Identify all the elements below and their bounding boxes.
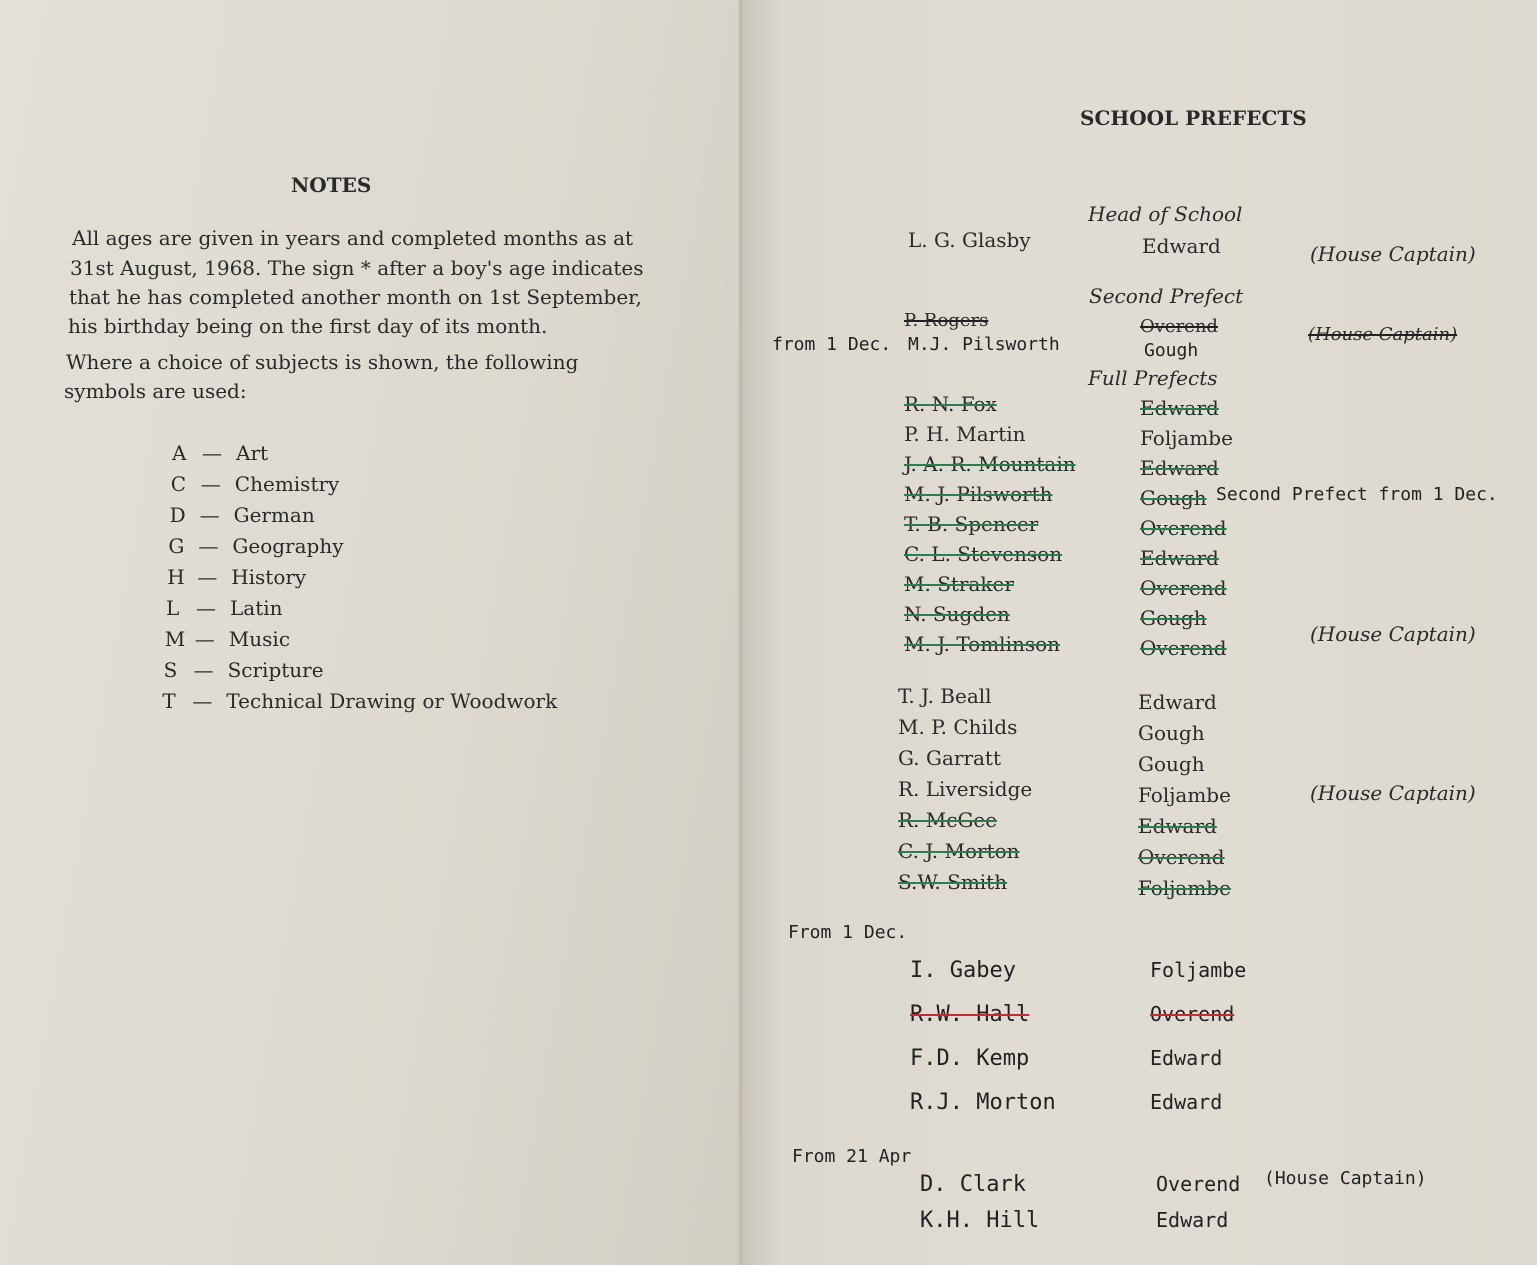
prefect-house: Edward bbox=[1140, 456, 1219, 480]
prefect-house: Edward bbox=[1138, 814, 1217, 838]
prefect-name: T. J. Beall bbox=[898, 684, 992, 708]
handwritten-name: R.J. Morton bbox=[910, 1090, 1056, 1115]
prefect-note: (House Captain) bbox=[1310, 622, 1476, 646]
symbol-dash: — bbox=[193, 658, 214, 682]
symbol-subject: Scripture bbox=[227, 658, 324, 682]
second-prefect-heading: Second Prefect bbox=[1089, 284, 1244, 308]
head-house: Edward bbox=[1142, 234, 1221, 258]
prefect-note: (House Captain) bbox=[1310, 781, 1476, 805]
handwritten-name: I. Gabey bbox=[910, 958, 1016, 983]
handwritten-note: (House Captain) bbox=[1264, 1168, 1427, 1189]
notes-page bbox=[0, 0, 760, 1265]
prefect-house: Gough bbox=[1138, 752, 1205, 776]
handwritten-name: F.D. Kemp bbox=[910, 1046, 1030, 1071]
prefect-house: Edward bbox=[1140, 546, 1219, 570]
symbol-letter: M bbox=[164, 627, 186, 651]
handwritten-apr-heading: From 21 Apr bbox=[792, 1146, 912, 1167]
symbol-subject: Music bbox=[228, 627, 291, 651]
prefect-name: C. L. Stevenson bbox=[904, 542, 1063, 566]
prefect-house: Foljambe bbox=[1138, 876, 1231, 900]
symbol-dash: — bbox=[202, 441, 222, 465]
symbol-dash: — bbox=[199, 503, 220, 527]
prefect-name: M. P. Childs bbox=[898, 715, 1018, 739]
symbol-letter: H bbox=[167, 565, 185, 589]
symbol-subject: German bbox=[233, 503, 315, 527]
handwritten-name: K.H. Hill bbox=[920, 1208, 1040, 1233]
head-name: L. G. Glasby bbox=[908, 228, 1031, 252]
prefect-house: Foljambe bbox=[1138, 783, 1231, 807]
prefect-name: R. Liversidge bbox=[898, 777, 1033, 801]
handwritten-house: Overend bbox=[1156, 1172, 1241, 1196]
notes-line: that he has completed another month on 1st September, bbox=[69, 285, 642, 309]
prefect-house: Gough bbox=[1140, 606, 1207, 630]
head-of-school-heading: Head of School bbox=[1088, 202, 1243, 226]
handwritten-house: Edward bbox=[1150, 1090, 1223, 1114]
handwritten-house: Foljambe bbox=[1150, 958, 1247, 982]
symbol-dash: — bbox=[192, 689, 213, 713]
symbol-letter: G bbox=[168, 534, 185, 558]
handwritten-second-name: M.J. Pilsworth bbox=[908, 334, 1060, 355]
prefect-handwritten-note: Second Prefect from 1 Dec. bbox=[1216, 484, 1498, 505]
symbol-dash: — bbox=[194, 627, 215, 651]
prefects-page bbox=[742, 0, 1537, 1265]
second-name: P. Rogers bbox=[904, 310, 989, 331]
prefect-name: S.W. Smith bbox=[898, 870, 1008, 894]
handwritten-from-dec: from 1 Dec. bbox=[772, 334, 892, 355]
handwritten-house: Overend bbox=[1150, 1002, 1235, 1026]
prefect-name: J. A. R. Mountain bbox=[904, 452, 1076, 476]
prefect-house: Gough bbox=[1138, 721, 1205, 745]
symbol-subject: History bbox=[231, 565, 307, 589]
handwritten-second-house: Gough bbox=[1144, 340, 1199, 361]
symbol-subject: Art bbox=[236, 441, 269, 465]
symbol-subject: Latin bbox=[230, 596, 283, 620]
symbol-letter: T bbox=[162, 689, 176, 713]
second-house: Overend bbox=[1140, 316, 1218, 337]
symbol-dash: — bbox=[198, 534, 219, 558]
notes-line: All ages are given in years and completed months as at bbox=[72, 226, 634, 250]
symbol-letter: L bbox=[166, 596, 180, 620]
symbol-subject: Chemistry bbox=[234, 472, 340, 496]
symbol-dash: — bbox=[200, 472, 221, 496]
prefects-title: SCHOOL PREFECTS bbox=[1080, 106, 1307, 130]
prefect-house: Gough bbox=[1140, 486, 1207, 510]
prefect-name: P. H. Martin bbox=[904, 422, 1026, 446]
symbol-subject: Geography bbox=[232, 534, 344, 558]
prefect-house: Overend bbox=[1140, 636, 1227, 660]
handwritten-house: Edward bbox=[1150, 1046, 1223, 1070]
symbol-letter: C bbox=[170, 472, 187, 496]
handwritten-dec-heading: From 1 Dec. bbox=[788, 922, 908, 943]
prefect-house: Foljambe bbox=[1140, 426, 1233, 450]
symbol-dash: — bbox=[196, 596, 216, 620]
symbol-letter: S bbox=[163, 658, 178, 682]
prefect-name: C. J. Morton bbox=[898, 839, 1020, 863]
handwritten-name: D. Clark bbox=[920, 1172, 1026, 1197]
prefect-house: Overend bbox=[1140, 576, 1227, 600]
prefect-house: Overend bbox=[1140, 516, 1227, 540]
handwritten-name: R.W. Hall bbox=[910, 1002, 1030, 1027]
prefect-name: M. Straker bbox=[904, 572, 1014, 596]
symbol-subject: Technical Drawing or Woodwork bbox=[226, 689, 558, 713]
symbol-letter: D bbox=[169, 503, 186, 527]
notes-line: symbols are used: bbox=[64, 379, 247, 403]
prefect-name: M. J. Tomlinson bbox=[904, 632, 1061, 656]
notes-line: 31st August, 1968. The sign * after a boy's age indicates bbox=[70, 256, 644, 280]
notes-title: NOTES bbox=[291, 173, 372, 197]
notes-line: Where a choice of subjects is shown, the following bbox=[66, 350, 579, 374]
prefect-house: Overend bbox=[1138, 845, 1225, 869]
prefect-name: R. McGee bbox=[898, 808, 998, 832]
prefect-name: G. Garratt bbox=[898, 746, 1001, 770]
prefect-name: T. B. Spencer bbox=[904, 512, 1039, 536]
prefect-house: Edward bbox=[1140, 396, 1219, 420]
symbol-dash: — bbox=[197, 565, 218, 589]
prefect-name: N. Sugden bbox=[904, 602, 1010, 626]
full-prefects-heading: Full Prefects bbox=[1088, 366, 1218, 390]
handwritten-house: Edward bbox=[1156, 1208, 1229, 1232]
symbol-letter: A bbox=[172, 441, 187, 465]
prefect-name: M. J. Pilsworth bbox=[904, 482, 1053, 506]
notes-line: his birthday being on the first day of its month. bbox=[68, 314, 548, 338]
prefect-house: Edward bbox=[1138, 690, 1217, 714]
prefect-name: R. N. Fox bbox=[904, 392, 997, 416]
second-note: (House Captain) bbox=[1308, 324, 1458, 345]
head-note: (House Captain) bbox=[1310, 242, 1476, 266]
